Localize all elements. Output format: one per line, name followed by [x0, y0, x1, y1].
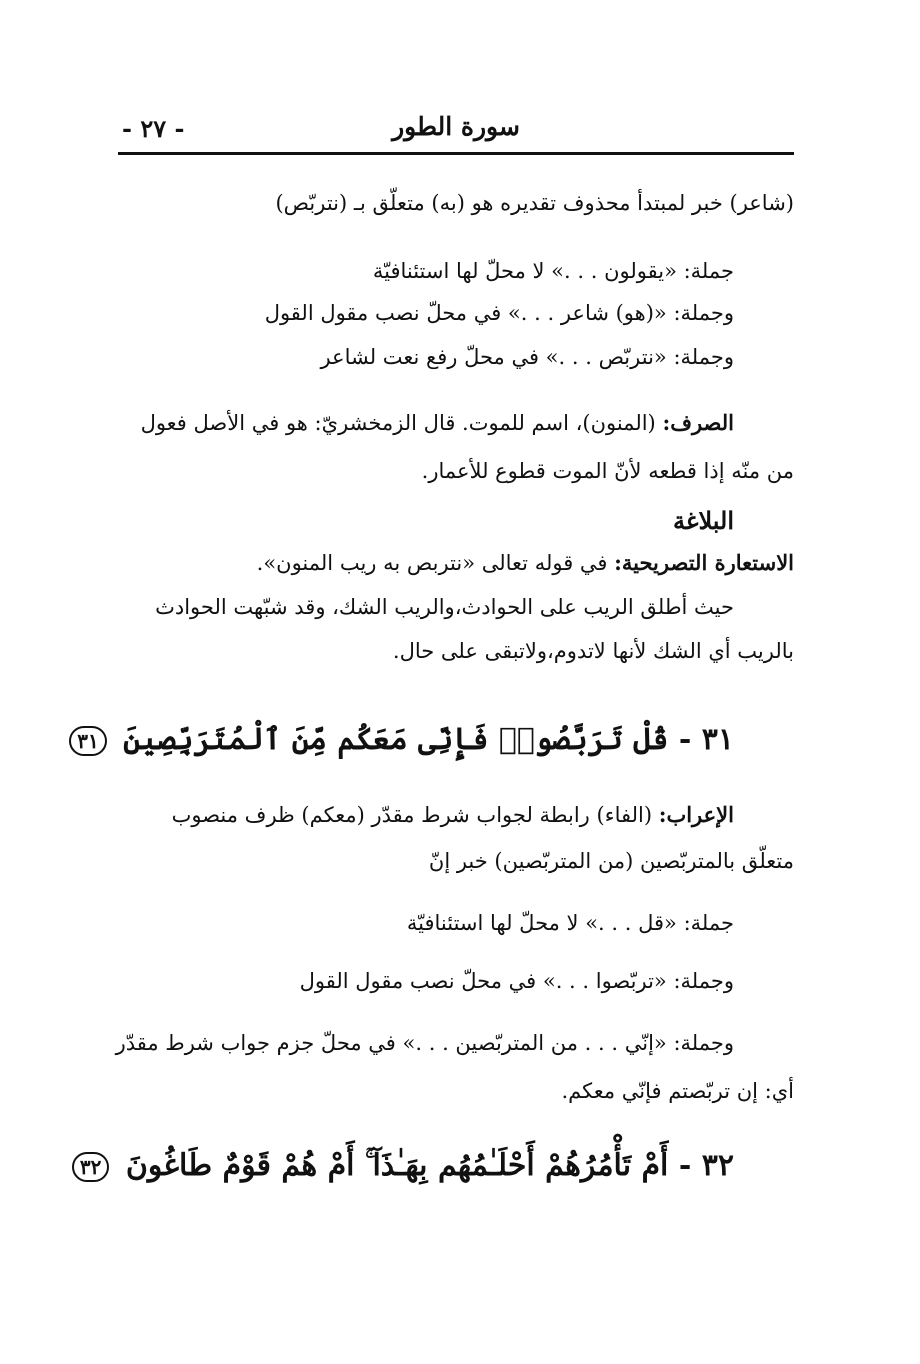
ayah-end-mark-32: ٣٢	[72, 1152, 109, 1182]
text-line-3: وجملة: «(هو) شاعر . . .» في محلّ نصب مقول القول	[264, 301, 734, 325]
verse-31-text: قُلْ تَرَبَّصُوا۟ فَإِنِّى مَعَكُم مِّنَ ٱلْمُتَرَبِّصِينَ	[123, 722, 669, 757]
text-line-15: أي: إن تربّصتم فإنّي معكم.	[561, 1079, 794, 1103]
text-line-13: وجملة: «تربّصوا . . .» في محلّ نصب مقول القول	[299, 969, 734, 993]
text-line-9: بالريب أي الشك لأنها لاتدوم،ولاتبقى على حال.	[392, 639, 794, 663]
verse-31	[69, 718, 734, 762]
page-number: - ٢٧ -	[122, 114, 185, 143]
text-line-6: من منّه إذا قطعه لأنّ الموت قطوع للأعمار.	[421, 459, 794, 483]
sarf-text: (المنون)، اسم للموت. قال الزمخشريّ: هو في الأصل فعول	[140, 411, 656, 435]
text-line-14: وجملة: «إنّي . . . من المتربّصين . . .» في محلّ جزم جواب شرط مقدّر	[115, 1031, 734, 1055]
verse-32-text: أَمْ تَأْمُرُهُمْ أَحْلَـٰمُهُم بِهَـٰذَآ ۚ أَمْ هُمْ قَوْمٌ طَاغُونَ	[125, 1148, 669, 1183]
text-line-2: جملة: «يقولون . . .» لا محلّ لها استئنافيّة	[372, 259, 734, 283]
header-rule	[118, 152, 794, 155]
page-header	[118, 112, 794, 152]
text-line-5	[141, 408, 734, 438]
text-line-12: جملة: «قل . . .» لا محلّ لها استئنافيّة	[406, 911, 734, 935]
verse-32-number: ٣٢ -	[678, 1148, 734, 1183]
text-line-11: متعلّق بالمتربّصين (من المتربّصين) خبر إنّ	[428, 849, 794, 873]
istiara-text: في قوله تعالى «نتربص به ريب المنون».	[256, 551, 608, 575]
sarf-label: الصرف:	[662, 410, 734, 435]
irab-label: الإعراب:	[658, 802, 734, 827]
text-line-4: وجملة: «نتربّص . . .» في محلّ رفع نعت لشاعر	[320, 345, 734, 369]
text-line-1: (شاعر) خبر لمبتدأ محذوف تقديره هو (به) متعلّق بـ (نتربّص)	[275, 191, 794, 215]
text-line-7	[257, 548, 794, 578]
text-line-8: حيث أطلق الريب على الحوادث،والريب الشك، وقد شبّهت الحوادث	[155, 595, 734, 619]
section-heading: البلاغة	[673, 506, 734, 535]
ayah-end-mark-31: ٣١	[69, 726, 106, 756]
surah-title: سورة الطور	[392, 112, 520, 141]
text-line-10	[172, 800, 734, 830]
istiara-label: الاستعارة التصريحية:	[614, 550, 794, 575]
verse-32	[72, 1144, 734, 1188]
irab-text: (الفاء) رابطة لجواب شرط مقدّر (معكم) ظرف منصوب	[171, 803, 653, 827]
verse-31-number: ٣١ -	[678, 722, 734, 757]
